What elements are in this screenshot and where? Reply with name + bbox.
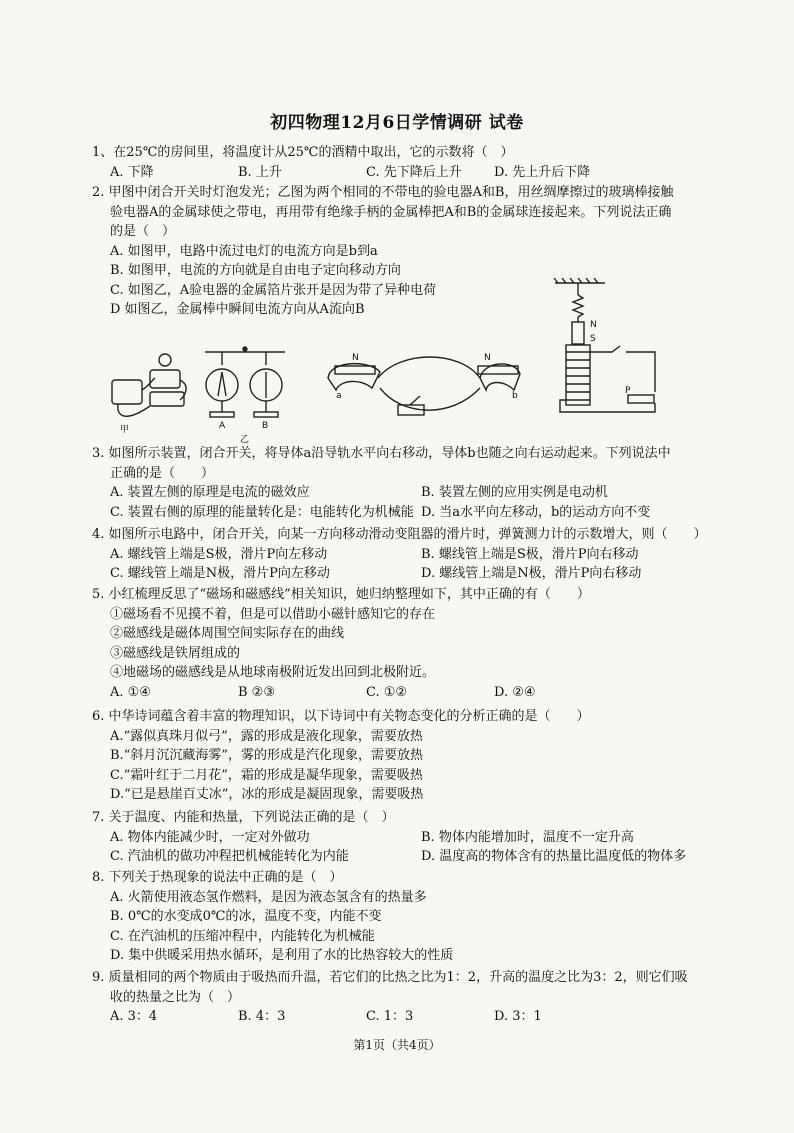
figure-label-b-lower: b <box>512 391 518 401</box>
q5-option-a: A. ①④ <box>110 684 151 700</box>
figure-3-rails-magnets <box>328 357 520 415</box>
q6-option-a: A.“露似真珠月似弓”，露的形成是液化现象，需要放热 <box>110 728 423 744</box>
figure-label-n2: N <box>484 353 491 363</box>
q3-option-d: D. 当a水平向左移动，b的运动方向不变 <box>421 504 651 520</box>
figure-label-a-lower: a <box>336 391 342 401</box>
question-3-stem-2: 正确的是（ ） <box>110 465 215 481</box>
q8-option-c: C. 在汽油机的压缩冲程中，内能转化为机械能 <box>110 928 375 944</box>
question-2-stem-3: 的是（ ） <box>110 224 176 239</box>
q6-option-d: D.“已是悬崖百丈冰”，冰的形成是凝固现象，需要吸热 <box>110 787 424 802</box>
q4-option-d: D. 螺线管上端是N极，滑片P向右移动 <box>421 566 642 581</box>
q7-option-a: A. 物体内能减少时，一定对外做功 <box>110 829 310 845</box>
figure-label-yi: 乙 <box>240 435 250 445</box>
q2-option-d: D 如图乙，金属棒中瞬间电流方向从A流向B <box>110 302 365 317</box>
q9-option-a: A. 3：4 <box>110 1009 158 1024</box>
q9-option-d: D. 3：1 <box>494 1009 542 1024</box>
q4-option-c: C. 螺线管上端是N极，滑片P向左移动 <box>110 566 330 581</box>
q7-option-d: D. 温度高的物体含有的热量比温度低的物体多 <box>421 849 687 864</box>
q9-option-b: B. 4：3 <box>238 1009 286 1024</box>
figure-jia-circuit <box>112 354 186 416</box>
q4-option-a: A. 螺线管上端是S极，滑片P向左移动 <box>110 546 328 562</box>
q5-item-3: ③磁感线是铁屑组成的 <box>110 645 241 661</box>
q6-option-c: C.“霜叶红于二月花”，霜的形成是凝华现象，需要吸热 <box>110 767 423 783</box>
q5-item-1: ①磁场看不见摸不着，但是可以借助小磁针感知它的存在 <box>110 606 436 622</box>
page-footer: 第1页（共4页） <box>353 1038 441 1052</box>
q5-option-b: B ②③ <box>238 684 275 700</box>
question-7-options-1 <box>92 828 732 848</box>
q5-option-d: D. ②④ <box>494 684 536 700</box>
question-3 <box>92 444 732 522</box>
question-3-options-2 <box>92 503 732 523</box>
q8-option-d: D. 集中供暖采用热水循环，是利用了水的比热容较大的性质 <box>110 948 454 963</box>
q7-option-c: C. 汽油机的做功冲程把机械能转化为内能 <box>110 849 349 864</box>
q7-option-b: B. 物体内能增加时，温度不一定升高 <box>421 829 634 845</box>
figure-label-jia: 甲 <box>120 425 130 435</box>
figure-label-s: S <box>590 334 596 344</box>
q5-option-c: C. ①② <box>366 684 408 700</box>
question-7-stem: 7. 关于温度、内能和热量，下列说法正确的是（ ） <box>92 810 395 825</box>
question-1-stem: 1、在25℃的房间里，将温度计从25℃的酒精中取出，它的示数将（ ） <box>92 145 514 160</box>
exam-title: 初四物理12月6日学情调研 试卷 <box>270 113 524 133</box>
q6-option-b: B.“斜月沉沉藏海雾”，雾的形成是汽化现象，需要放热 <box>110 748 423 763</box>
q2-option-b: B. 如图甲，电流的方向就是自由电子定向移动方向 <box>110 263 401 278</box>
q3-option-c: C. 装置右侧的原理的能量转化是：电能转化为机械能 <box>110 504 414 520</box>
figure-label-a-upper: A <box>219 421 226 431</box>
question-2-stem-1: 2. 甲图中闭合开关时灯泡发光；乙图为两个相同的不带电的验电器A和B，用丝绸摩擦过的玻璃棒接触 <box>92 185 674 200</box>
question-2 <box>92 183 732 320</box>
question-8-stem: 8. 下列关于热现象的说法中正确的是（ ） <box>92 870 343 885</box>
q3-option-a: A. 装置左侧的原理是电流的磁效应 <box>110 485 310 500</box>
q5-item-2: ②磁感线是磁体周围空间实际存在的曲线 <box>110 626 345 641</box>
question-3-stem-1: 3. 如图所示装置，闭合开关，将导体a沿导轨水平向右移动，导体b也随之向右运动起来。下列说法中 <box>92 446 671 461</box>
figure-label-p: P <box>625 386 631 396</box>
figure-label-n1: N <box>352 353 359 363</box>
question-4-options-2 <box>92 564 732 584</box>
q1-option-b: B. 上升 <box>238 164 282 180</box>
q3-option-b: B. 装置左侧的应用实例是电动机 <box>421 485 608 500</box>
question-6 <box>92 707 732 805</box>
question-9 <box>92 968 732 1027</box>
q1-option-a: A. 下降 <box>110 164 154 180</box>
question-3-options-1 <box>92 483 732 503</box>
question-5-stem: 5. 小红梳理反思了“磁场和磁感线”相关知识，她归纳整理如下，其中正确的有（ ） <box>92 587 590 602</box>
question-1 <box>92 143 732 182</box>
question-4 <box>92 525 732 584</box>
q2-option-a: A. 如图甲，电路中流过电灯的电流方向是b到a <box>110 243 378 259</box>
question-4-options-1 <box>92 545 732 565</box>
q1-option-c: C. 先下降后上升 <box>366 164 462 180</box>
figure-yi-electroscopes <box>205 347 285 417</box>
q9-option-c: C. 1：3 <box>366 1009 414 1024</box>
q4-option-b: B. 螺线管上端是S极，滑片P向右移动 <box>421 546 639 562</box>
q1-option-d: D. 先上升后下降 <box>494 164 591 180</box>
question-9-stem-1: 9. 质量相同的两个物质由于吸热而升温，若它们的比热之比为1：2，升高的温度之比为3：2，则它们吸 <box>92 970 688 985</box>
question-7 <box>92 808 732 867</box>
question-2-stem-2: 验电器A的金属球使之带电，再用带有绝缘手柄的金属棒把A和B的金属球连接起来。下列说法正确 <box>110 204 672 220</box>
question-5 <box>92 585 732 702</box>
figure-label-b-upper: B <box>262 421 269 431</box>
question-5-options <box>92 683 732 703</box>
question-8 <box>92 868 732 966</box>
q2-option-c: C. 如图乙，A验电器的金属箔片张开是因为带了异种电荷 <box>110 282 437 298</box>
q5-item-4: ④地磁场的磁感线是从地球南极附近发出回到北极附近。 <box>110 665 436 680</box>
q8-option-a: A. 火箭使用液态氢作燃料，是因为液态氢含有的热量多 <box>110 889 427 905</box>
question-6-stem: 6. 中华诗词蕴含着丰富的物理知识，以下诗词中有关物态变化的分析正确的是（ ） <box>92 709 590 724</box>
question-9-options <box>92 1007 732 1027</box>
question-9-stem-2: 收的热量之比为（ ） <box>110 989 241 1005</box>
q8-option-b: B. 0℃的水变成0℃的冰，温度不变，内能不变 <box>110 909 382 924</box>
figure-label-n3: N <box>590 320 597 330</box>
question-1-options <box>92 163 732 183</box>
question-7-options-2 <box>92 847 732 867</box>
question-4-stem: 4. 如图所示电路中，闭合开关，向某一方向移动滑动变阻器的滑片时，弹簧测力计的示数增大，则（ ） <box>92 527 707 542</box>
